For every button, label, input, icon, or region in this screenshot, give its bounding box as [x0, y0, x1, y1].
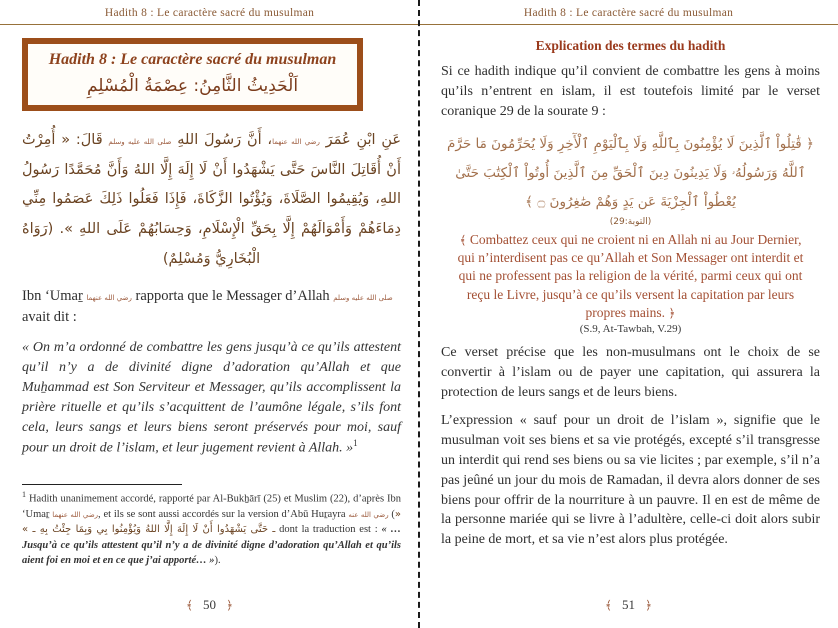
- quran-verse-reference-french: (S.9, At-Tawbah, V.29): [579, 323, 682, 336]
- sallallahu-alayhi-wasallam-symbol: صلى الله عليه وسلم: [333, 293, 393, 302]
- paragraph-explanation-2: L’expression « sauf pour un droit de l’islam », signifie que le musulman voit ses biens et sa vie protégés, excepté s’il transgresse un interdit qui rend ses biens ou sa vie licites ; par exemple, s’il n’a pas jeûné un jour du mois de Ramadan, il devra alors donner de ses biens pour offrir de la nourriture à un pauvre. Il en est de même de la personne mariée qui se livre à l’adultère, celle-ci doit alors subir la peine de mort, et sa vie n’est alors plus protégée.: [441, 413, 820, 548]
- section-heading: Explication des termes du hadith: [535, 38, 726, 53]
- page-number-right: 51: [622, 597, 635, 612]
- footnote-arabic-text: « ـ حَتَّى يَشْهَدُوا أَنْ لَا إِلَهَ إِلَّا اللهُ وَيُؤْمِنُوا بِي وَبِمَا جِئْتُ بِهِ ـ »: [22, 508, 402, 536]
- quote-text: « On m’a ordonné de combattre les gens jusqu’à ce qu’ils attestent qu’il n’y a de divinité digne d’adoration qu’Allah et que Muẖammad est Son Serviteur et Messager, qu’ils accomplissent la prière rituelle et qu’ils s’acquittent de l’aumône légale, s’ils font cela, leurs sangs et leurs biens seront préservés pour moi, sauf pour un droit de l’islam, et leur jugement revient à Allah. »: [22, 340, 401, 457]
- page-right: [419, 0, 838, 628]
- page-right-content: [419, 38, 838, 550]
- footnote-part2: , et ils se sont aussi accordés sur la version d’Abū Huṟayra: [98, 508, 346, 520]
- narrator-part1: Ibn ‘Umaṟ: [22, 287, 83, 304]
- footer-ornament-right-icon: ﴿: [645, 598, 653, 612]
- footnote-marker: 1: [22, 490, 26, 499]
- footnote-paren-close: ).: [214, 554, 221, 566]
- quran-verse-translation: [451, 231, 810, 323]
- header-rule-left: [0, 24, 419, 25]
- footer-ornament-right-icon: ﴿: [226, 598, 234, 612]
- verse-translation-text: Combattez ceux qui ne croient ni en Allah ni au Jour Dernier, qui n’interdisent pas ce qu’Allah et Son Messager ont interdit et qui ne professent pas la religion de la vérité, parmi ceux qui ont reçu le Livre, jusqu’à ce qu’ils versent la capitation par leurs propres mains.: [457, 231, 804, 321]
- footer-ornament-left-icon: ﴾: [604, 598, 612, 612]
- radiallahu-anhu-symbol: رضي الله عنه: [348, 510, 389, 519]
- running-header-right: Hadith 8 : Le caractère sacré du musulman: [523, 7, 734, 19]
- narrator-line: [22, 286, 401, 330]
- narrator-part2: rapporta que le Messager d’Allah: [135, 287, 330, 304]
- verse-opening-ornament-icon: ﴾: [459, 232, 467, 247]
- footer-ornament-left-icon: ﴾: [185, 598, 193, 612]
- header-rule-right: [419, 24, 838, 25]
- quran-verse-reference-arabic: (التوبة:29): [609, 216, 652, 227]
- paragraph-explanation-1: Ce verset précise que les non-musulmans ont le choix de se convertir à l’islam ou de payer une capitation, qui assurera la protection de leurs sangs et de leurs biens.: [441, 345, 820, 401]
- page-number-left: 50: [203, 597, 216, 612]
- quran-verse-arabic: ﴿ قَٰتِلُواْ ٱلَّذِينَ لَا يُؤْمِنُونَ بِٱللَّهِ وَلَا بِٱلْيَوْمِ ٱلْأٓخِرِ وَلَا يُحَرِّمُونَ مَا حَرَّمَ ٱللَّهُ وَرَسُولُهُۥ وَلَا يَدِينُونَ دِينَ ٱلْحَقِّ مِنَ ٱلَّذِينَ أُوتُواْ ٱلْكِتَٰبَ حَتَّىٰ يُعْطُواْ ٱلْجِزْيَةَ عَن يَدٍ وَهُمْ صَٰغِرُونَ ۝ ﴾: [447, 135, 814, 210]
- hadith-title-box: [22, 38, 363, 111]
- sallallahu-alayhi-wasallam-symbol: صلى الله عليه وسلم: [108, 138, 172, 146]
- hadith-arabic-part3: قَالَ: « أُمِرْتُ أَنْ أُقَاتِلَ النَّاسَ حَتَّى يَشْهَدُوا أَنْ لَا إِلَهَ إِلَّا اللهُ وَأَنَّ مُحَمَّدًا رَسُولُ اللهِ، وَيُقِيمُوا الصَّلَاةَ، وَيُؤْتُوا الزَّكَاةَ، فَإِذَا فَعَلُوا ذَلِكَ عَصَمُوا مِنِّي دِمَاءَهُمْ وَأَمْوَالَهُمْ إِلَّا بِحَقِّ الْإِسْلَامِ، وَحِسَابُهُمْ عَلَى اللهِ ». (رَوَاهُ الْبُخَارِيُّ وَمُسْلِمٌ): [22, 132, 401, 267]
- narrator-part3: avait dit :: [22, 309, 77, 326]
- footnote-translation: « … Jusqu’à ce qu’ils attestent qu’il n’y a de divinité digne d’adoration qu’Allah et qu’ils aient foi en moi et en ce que j’ai apporté… »: [22, 524, 402, 566]
- radiallahu-anhuma-symbol: رضي الله عنهما: [272, 138, 320, 146]
- hadith-arabic-part1: عَنِ ابْنِ عُمَرَ: [325, 132, 402, 148]
- hadith-title-french: Hadith 8 : Le caractère sacré du musulman: [48, 51, 337, 68]
- radiallahu-anhuma-symbol: رضي الله عنهما: [86, 293, 132, 302]
- hadith-arabic-text: [22, 126, 401, 275]
- footnote-part1: Hadith unanimement accordé, rapporté par Al-Bukẖārī (25) et Muslim (22), d’après Ibn ‘Umaṟ: [22, 493, 401, 520]
- page-footer-left: [0, 597, 419, 613]
- paragraph-intro: Si ce hadith indique qu’il convient de combattre les gens à moins qu’ils n’entrent en islam, il est toutefois limité par le verset coranique 29 de la sourate 9 :: [441, 64, 820, 119]
- footnote-block: [22, 484, 401, 568]
- footnote-reference: 1: [353, 438, 358, 449]
- running-header-left: Hadith 8 : Le caractère sacré du musulman: [104, 7, 315, 19]
- footnote-part4: dont la traduction est :: [279, 524, 378, 536]
- hadith-translation-quote: [22, 338, 401, 459]
- radiallahu-anhuma-symbol: رضي الله عنهما: [52, 510, 99, 519]
- page-left-content: [0, 38, 419, 459]
- footnote-text: [22, 489, 401, 568]
- footnote-separator: [22, 484, 182, 485]
- footnote-paren-open: (: [391, 508, 395, 520]
- verse-closing-ornament-icon: ﴿: [668, 306, 676, 321]
- page-footer-right: [419, 597, 838, 613]
- center-page-divider: [418, 0, 420, 628]
- hadith-title-arabic: اَلْحَدِيثُ الثَّامِنُ: عِصْمَةُ الْمُسْلِمِ: [86, 76, 299, 96]
- hadith-arabic-part2: ، أَنَّ رَسُولَ اللهِ: [177, 132, 273, 148]
